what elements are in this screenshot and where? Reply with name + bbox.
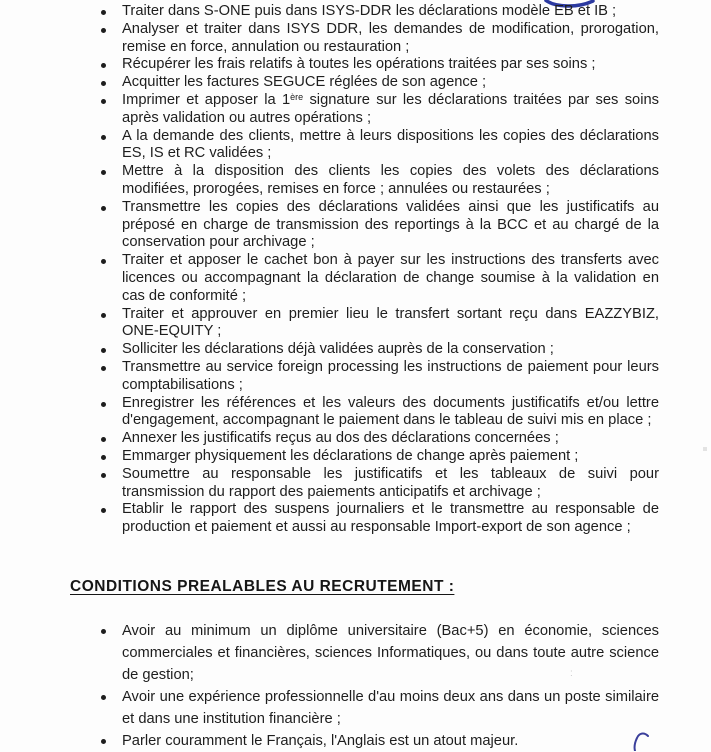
- duty-text: Mettre à la disposition des clients les copies des volets des déclarations modifiées, prorogées, remises en force ; annulées ou restaurées ;: [122, 163, 659, 197]
- duty-item: [99, 359, 659, 395]
- duty-item: [99, 74, 659, 92]
- scan-artifact: [703, 447, 707, 451]
- duty-item: [99, 92, 659, 128]
- duty-item: [99, 128, 659, 164]
- duty-item: [99, 341, 659, 359]
- duty-text: Enregistrer les références et les valeurs des documents justificatifs et/ou lettre d'engagement, accompagnant le paiement dans le tableau de suivi mis en place ;: [122, 394, 659, 429]
- section-heading-conditions: CONDITIONS PREALABLES AU RECRUTEMENT :: [70, 578, 455, 595]
- bullet-icon: [101, 313, 106, 318]
- duty-text: Transmettre les copies des déclarations validées ainsi que les justificatifs au préposé en charge de transmission des reportings à la BCC et au chargé de la conservation pour archivage ;: [122, 198, 659, 251]
- duty-item: [99, 306, 659, 342]
- duty-text: Acquitter les factures SEGUCE réglées de son agence ;: [122, 74, 487, 91]
- bullet-icon: [101, 63, 106, 68]
- duty-item: [99, 3, 659, 21]
- duty-item: [99, 163, 659, 199]
- bullet-icon: [101, 348, 106, 353]
- duty-text: Solliciter les déclarations déjà validées auprès de la conservation ;: [122, 341, 554, 358]
- bullet-icon: [101, 473, 106, 478]
- bullet-icon: [101, 366, 106, 371]
- duty-text: Récupérer les frais relatifs à toutes les opérations traitées par ses soins ;: [122, 56, 596, 73]
- bullet-icon: [101, 629, 106, 634]
- ink-mark-bottom-right: [628, 730, 658, 751]
- duty-text: A la demande des clients, mettre à leurs dispositions les copies des déclarations ES, IS et RC validées ;: [122, 127, 659, 162]
- bullet-icon: [101, 695, 106, 700]
- duty-text: Analyser et traiter dans ISYS DDR, les demandes de modification, prorogation, remise en force, annulation ou restauration ;: [122, 20, 659, 55]
- bullet-icon: [101, 170, 106, 175]
- condition-item: [99, 686, 659, 730]
- bullet-icon: [101, 437, 106, 442]
- duty-text: Traiter et approuver en premier lieu le transfert sortant reçu dans EAZZYBIZ, ONE-EQUITY ;: [122, 305, 659, 340]
- duty-text: Annexer les justificatifs reçus au dos des déclarations concernées ;: [122, 430, 559, 447]
- condition-item: [99, 620, 659, 686]
- duty-item: [99, 448, 659, 466]
- bullet-icon: [101, 206, 106, 211]
- duty-item: [99, 21, 659, 57]
- duty-item: [99, 56, 659, 74]
- duty-text: Traiter dans S-ONE puis dans ISYS-DDR les déclarations modèle EB et IB ;: [122, 3, 617, 19]
- bullet-icon: [101, 81, 106, 86]
- condition-text: Avoir une expérience professionnelle d'au moins deux ans dans un poste similaire et dans une institution financière ;: [122, 689, 659, 727]
- duty-item: [99, 252, 659, 305]
- condition-text: Avoir au minimum un diplôme universitaire (Bac+5) en économie, sciences commerciales et financières, sciences Informatiques, ou dans toute autre science de gestion;: [122, 623, 659, 683]
- condition-text: Parler couramment le Français, l'Anglais est un atout majeur.: [122, 733, 519, 749]
- conditions-list: [99, 620, 659, 752]
- duty-text-part: Imprimer et apposer la 1: [122, 91, 291, 108]
- duty-text: Transmettre au service foreign processing les instructions de paiement pour leurs comptabilisations ;: [122, 358, 659, 393]
- duties-list: [99, 3, 659, 537]
- duty-text: Etablir le rapport des suspens journaliers et le transmettre au responsable de production et paiement et aussi au responsable Import-export de son agence ;: [122, 501, 659, 536]
- bullet-icon: [101, 10, 106, 15]
- bullet-icon: [101, 402, 106, 407]
- bullet-icon: [101, 455, 106, 460]
- duty-text: Emmarger physiquement les déclarations de change après paiement ;: [122, 447, 579, 464]
- bullet-icon: [101, 28, 106, 33]
- duty-item: [99, 466, 659, 502]
- bullet-icon: [101, 135, 106, 140]
- scan-artifact: :: [570, 668, 573, 679]
- duty-text: Soumettre au responsable les justificatifs et les tableaux de suivi pour transmission du rapport des paiements anticipatifs et archivage ;: [122, 465, 659, 500]
- duty-item: [99, 395, 659, 431]
- duty-text: Traiter et apposer le cachet bon à payer sur les instructions des transferts avec licences ou accompagnant la déclaration de change soumise à la validation en cas de conformité ;: [122, 252, 659, 304]
- condition-item: [99, 730, 659, 752]
- bullet-icon: [101, 99, 106, 104]
- superscript-ordinal: ère: [290, 91, 304, 102]
- duty-item: [99, 501, 659, 537]
- bullet-icon: [101, 739, 106, 744]
- duty-text-part: signature sur les déclarations traitées par ses soins après validation ou autres opérations ;: [122, 91, 659, 126]
- duty-item: [99, 430, 659, 448]
- bullet-icon: [101, 508, 106, 513]
- duty-item: [99, 199, 659, 252]
- bullet-icon: [101, 259, 106, 264]
